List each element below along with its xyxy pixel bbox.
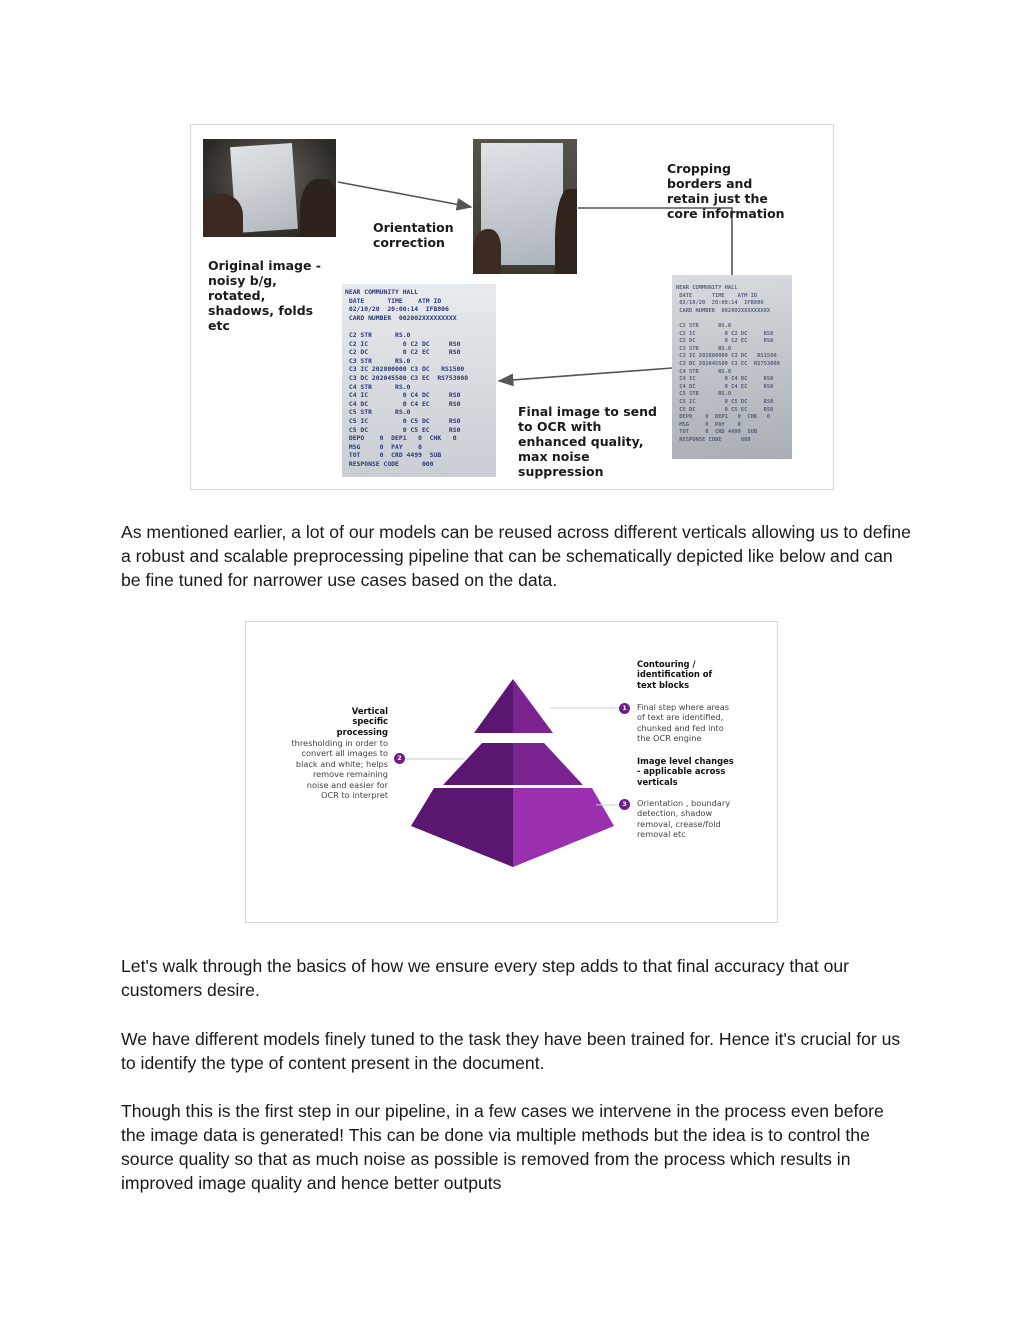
step-number-2: 2 bbox=[394, 753, 405, 764]
pyramid-tier-mid-right bbox=[513, 743, 583, 785]
heading-contouring: Contouring / identification of text blocks bbox=[637, 659, 713, 690]
paragraph-2: Let's walk through the basics of how we ensure every step adds to that final accuracy that our customers desire. bbox=[121, 956, 850, 1000]
step3-description: Orientation , boundary detection, shadow removal, crease/fold removal etc bbox=[637, 798, 731, 840]
label-cropping: Cropping borders and retain just the core information bbox=[667, 161, 785, 221]
label-orientation: Orientation correction bbox=[373, 220, 454, 250]
arrow-original-to-oriented bbox=[338, 182, 471, 207]
final-enhanced-receipt: NEAR COMMUNITY HALL DATE TIME ATM ID 02/10/20 20:00:14 IFB806 CARD NUMBER 002002XXXXXXXXX C2 STR RS.0 C2 IC 0 C2 DC RS0 C2 DC 0 C2 EC RS0 C3 STR RS.0 C3 IC 202800000 C3 DC RS1500 C3 DC 202045500 C3 EC RS753000 C4 STR RS.0 C4 IC 0 C4 DC RS0 C4 DC 0 C4 EC RS0 C5 STR RS.0 C5 IC 0 C5 DC RS0 C5 DC 0 C5 EC RS0 DEPO 0 DEP1 0 CHK 0 MSG 0 PAY 0 TOT 0 CRD 4499 SUB RESPONSE CODE 000 bbox=[342, 284, 496, 477]
preprocessing-figure bbox=[190, 124, 834, 490]
step-number-3: 3 bbox=[619, 799, 630, 810]
step2-description: thresholding in order to convert all images to black and white; helps remove remaining noise and easier for OCR to interpret bbox=[291, 738, 388, 801]
heading-vertical-specific: Vertical specific processing bbox=[336, 706, 388, 737]
pyramid-tier-bottom-left bbox=[411, 788, 513, 867]
pyramid-tier-top-right bbox=[513, 679, 553, 733]
step-number-1: 1 bbox=[619, 703, 630, 714]
label-final: Final image to send to OCR with enhanced quality, max noise suppression bbox=[518, 404, 657, 479]
pyramid-tier-mid-left bbox=[443, 743, 513, 785]
pyramid-tier-bottom-right bbox=[513, 788, 614, 867]
cropped-receipt-photo: NEAR COMMUNITY HALL DATE TIME ATM ID 02/10/20 20:00:14 IFB806 CARD NUMBER 002002XXXXXXXXX C2 STR RS.0 C2 IC 0 C2 DC RS0 C2 DC 0 C2 EC RS0 C3 STR RS.0 C3 IC 202800000 C3 DC RS1500 C3 DC 202045500 C3 EC RS753000 C4 STR RS.0 C4 IC 0 C4 DC RS0 C4 DC 0 C4 EC RS0 C5 STR RS.0 C5 IC 0 C5 DC RS0 C5 DC 0 C5 EC RS0 DEPO 0 DEP1 0 CHK 0 MSG 0 PAY 0 TOT 0 CRD 4499 SUB RESPONSE CODE 000 bbox=[672, 275, 792, 459]
heading-image-level: Image level changes - applicable across verticals bbox=[637, 756, 734, 787]
pyramid-figure bbox=[245, 621, 778, 923]
step1-description: Final step where areas of text are identified, chunked and fed into the OCR engine bbox=[637, 702, 730, 744]
paragraph-3: We have different models finely tuned to the task they have been trained for. Hence it's crucial for us to identify the type of content present in the document. bbox=[121, 1029, 901, 1073]
arrow-cropped-to-final bbox=[499, 368, 672, 381]
paragraph-1: As mentioned earlier, a lot of our models can be reused across different verticals allowing us to define a robust and scalable preprocessing pipeline that can be schematically depicted like below and can be fine tuned for narrower use cases based on the data. bbox=[121, 522, 911, 590]
paragraph-4: Though this is the first step in our pipeline, in a few cases we intervene in the process even before the image data is generated! This can be done via multiple methods but the idea is to control the source quality so that as much noise as possible is removed from the process which results in improved image quality and hence better outputs bbox=[121, 1101, 884, 1193]
label-original: Original image - noisy b/g, rotated, shadows, folds etc bbox=[208, 258, 321, 333]
original-receipt-photo bbox=[203, 139, 336, 237]
oriented-receipt-photo bbox=[473, 139, 577, 274]
pyramid-tier-top-left bbox=[474, 679, 513, 733]
